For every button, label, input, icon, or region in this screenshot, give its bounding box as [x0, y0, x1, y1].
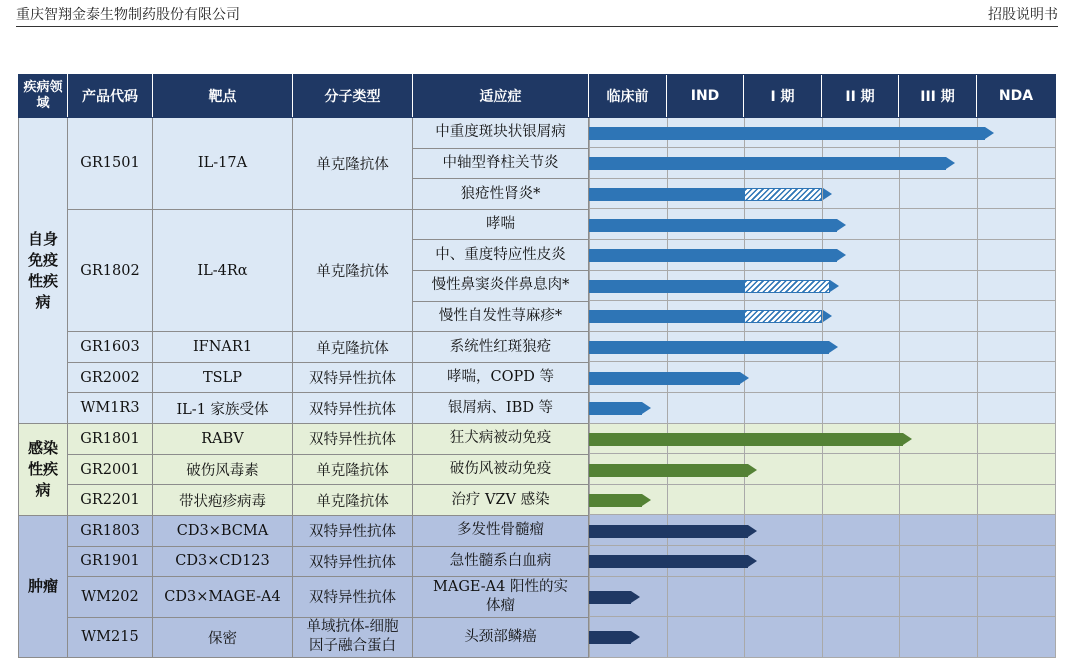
molecule-type: 单克隆抗体 [293, 118, 413, 210]
table-row [19, 424, 1056, 455]
header-modality: 分子类型 [293, 75, 413, 118]
progress-bar-arrow [830, 280, 839, 292]
progress-cell [589, 362, 1056, 393]
progress-cell [589, 546, 1056, 577]
progress-bar-arrow [985, 127, 994, 139]
progress-cell [589, 118, 1056, 149]
progress-bar-arrow [837, 219, 846, 231]
progress-cell [589, 617, 1056, 657]
progress-bar-planned [744, 188, 823, 201]
table-row [19, 362, 1056, 393]
indication: 多发性骨髓瘤 [413, 515, 589, 546]
progress-bar-solid [589, 280, 744, 293]
header-stage: IND [666, 75, 743, 117]
document-header [16, 0, 1058, 27]
pipeline-table [18, 74, 1056, 658]
header-stage: I 期 [743, 75, 821, 117]
progress-bar-arrow [642, 494, 651, 506]
target: RABV [153, 424, 293, 455]
table-row [19, 118, 1056, 149]
progress-bar-arrow [631, 591, 640, 603]
header-indication: 适应症 [413, 75, 589, 118]
table-row [19, 485, 1056, 516]
progress-bar-arrow [823, 310, 832, 322]
header-stage: II 期 [821, 75, 898, 117]
indication: 哮喘，COPD 等 [413, 362, 589, 393]
product-code: GR2201 [68, 485, 153, 516]
indication: 慢性自发性荨麻疹* [413, 301, 589, 332]
progress-bar-solid [589, 591, 631, 604]
indication: 急性髓系白血病 [413, 546, 589, 577]
progress-bar-solid [589, 464, 748, 477]
progress-bar-solid [589, 433, 903, 446]
header-stage: NDA [976, 75, 1055, 117]
header-stage: III 期 [898, 75, 976, 117]
progress-bar-arrow [946, 157, 955, 169]
product-code: GR1803 [68, 515, 153, 546]
progress-bar-solid [589, 341, 829, 354]
progress-bar-solid [589, 249, 837, 262]
indication: 中、重度特应性皮炎 [413, 240, 589, 271]
molecule-type: 双特异性抗体 [293, 362, 413, 393]
progress-cell [589, 332, 1056, 363]
molecule-type: 单克隆抗体 [293, 454, 413, 485]
progress-bar-solid [589, 310, 744, 323]
progress-bar-arrow [748, 525, 757, 537]
progress-bar-arrow [903, 433, 912, 445]
progress-cell [589, 271, 1056, 302]
product-code: GR1802 [68, 209, 153, 331]
indication: MAGE-A4 阳性的实体瘤 [413, 577, 589, 617]
header-target: 靶点 [153, 75, 293, 118]
target: TSLP [153, 362, 293, 393]
progress-cell [589, 485, 1056, 516]
indication: 银屑病、IBD 等 [413, 393, 589, 424]
molecule-type: 双特异性抗体 [293, 393, 413, 424]
progress-bar-arrow [837, 249, 846, 261]
product-code: WM202 [68, 577, 153, 617]
progress-bar-solid [589, 555, 748, 568]
progress-cell [589, 179, 1056, 210]
indication: 中重度斑块状银屑病 [413, 118, 589, 149]
progress-cell [589, 148, 1056, 179]
target: IFNAR1 [153, 332, 293, 363]
table-row [19, 209, 1056, 240]
indication: 哮喘 [413, 209, 589, 240]
target: IL-1 家族受体 [153, 393, 293, 424]
disease-area: 感染性疾病 [19, 424, 68, 516]
product-code: GR2001 [68, 454, 153, 485]
target: CD3×MAGE-A4 [153, 577, 293, 617]
progress-bar-arrow [642, 402, 651, 414]
molecule-type: 单克隆抗体 [293, 209, 413, 331]
indication: 系统性红斑狼疮 [413, 332, 589, 363]
progress-cell [589, 209, 1056, 240]
molecule-type: 双特异性抗体 [293, 577, 413, 617]
table-row [19, 546, 1056, 577]
progress-bar-solid [589, 372, 740, 385]
table-row [19, 617, 1056, 657]
progress-bar-planned [744, 310, 823, 323]
progress-cell [589, 424, 1056, 455]
progress-bar-solid [589, 219, 837, 232]
molecule-type: 单域抗体-细胞因子融合蛋白 [293, 617, 413, 657]
product-code: GR1501 [68, 118, 153, 210]
target: IL-4Rα [153, 209, 293, 331]
molecule-type: 双特异性抗体 [293, 546, 413, 577]
disease-area: 自身免疫性疾病 [19, 118, 68, 424]
table-row [19, 515, 1056, 546]
target: IL-17A [153, 118, 293, 210]
progress-cell [589, 577, 1056, 617]
progress-bar-planned [744, 280, 831, 293]
product-code: GR1801 [68, 424, 153, 455]
table-row [19, 454, 1056, 485]
header-area: 疾病领域 [19, 75, 68, 118]
progress-bar-solid [589, 127, 985, 140]
progress-bar-arrow [748, 464, 757, 476]
indication: 破伤风被动免疫 [413, 454, 589, 485]
progress-bar-solid [589, 157, 946, 170]
header-code: 产品代码 [68, 75, 153, 118]
target: 带状疱疹病毒 [153, 485, 293, 516]
progress-cell [589, 393, 1056, 424]
target: 破伤风毒素 [153, 454, 293, 485]
progress-cell [589, 240, 1056, 271]
progress-bar-solid [589, 494, 642, 507]
progress-bar-arrow [631, 631, 640, 643]
progress-bar-arrow [748, 555, 757, 567]
target: 保密 [153, 617, 293, 657]
product-code: WM1R3 [68, 393, 153, 424]
progress-bar-solid [589, 188, 744, 201]
indication: 慢性鼻窦炎伴鼻息肉* [413, 271, 589, 302]
progress-bar-arrow [740, 372, 749, 384]
progress-cell [589, 301, 1056, 332]
progress-cell [589, 454, 1056, 485]
header-stages [589, 75, 1056, 118]
indication: 头颈部鳞癌 [413, 617, 589, 657]
document-type: 招股说明书 [988, 7, 1058, 23]
molecule-type: 单克隆抗体 [293, 485, 413, 516]
progress-bar-arrow [829, 341, 838, 353]
indication: 中轴型脊柱关节炎 [413, 148, 589, 179]
table-header-row [19, 75, 1056, 118]
progress-bar-solid [589, 402, 642, 415]
company-name: 重庆智翔金泰生物制药股份有限公司 [16, 7, 240, 23]
product-code: GR2002 [68, 362, 153, 393]
molecule-type: 双特异性抗体 [293, 424, 413, 455]
molecule-type: 单克隆抗体 [293, 332, 413, 363]
indication: 治疗 VZV 感染 [413, 485, 589, 516]
progress-bar-arrow [823, 188, 832, 200]
table-row [19, 332, 1056, 363]
table-row [19, 577, 1056, 617]
progress-bar-solid [589, 631, 631, 644]
indication: 狂犬病被动免疫 [413, 424, 589, 455]
target: CD3×BCMA [153, 515, 293, 546]
header-stage: 临床前 [606, 89, 649, 105]
target: CD3×CD123 [153, 546, 293, 577]
product-code: WM215 [68, 617, 153, 657]
product-code: GR1603 [68, 332, 153, 363]
molecule-type: 双特异性抗体 [293, 515, 413, 546]
progress-cell [589, 515, 1056, 546]
progress-bar-solid [589, 525, 748, 538]
indication: 狼疮性肾炎* [413, 179, 589, 210]
disease-area: 肿瘤 [19, 515, 68, 657]
table-row [19, 393, 1056, 424]
product-code: GR1901 [68, 546, 153, 577]
